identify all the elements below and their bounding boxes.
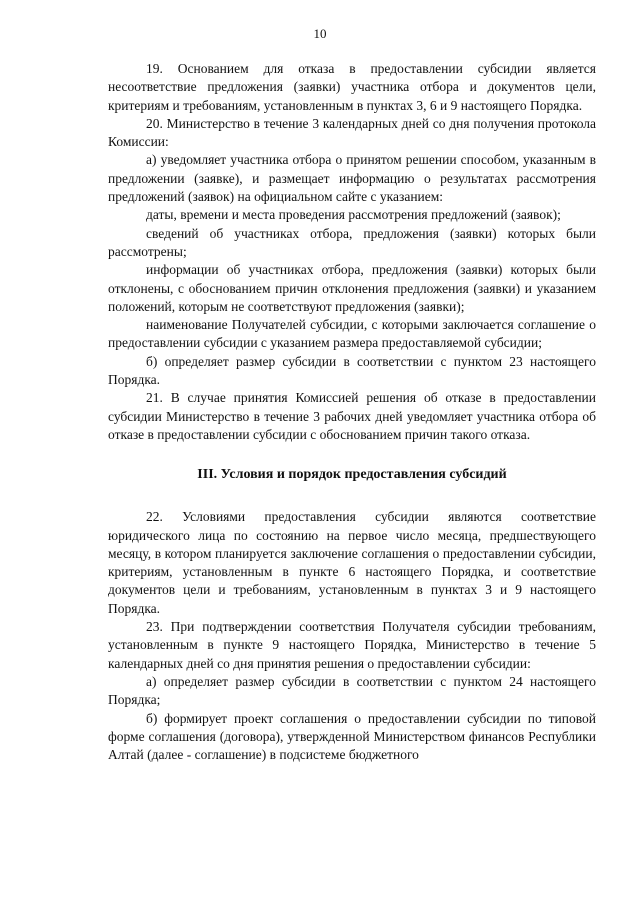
section-heading: III. Условия и порядок предоставления субсидий bbox=[197, 467, 507, 483]
document-body bbox=[108, 60, 596, 764]
paragraph-21: 21. В случае принятия Комиссией решения об отказе в предоставлении субсидии Министерство в течение 3 рабочих дней уведомляет участника отбора об отказе в предоставлении субсидии с обоснованием причин такого отказа. bbox=[108, 390, 596, 442]
paragraph-23: 23. При подтверждении соответствия Получателя субсидии требованиям, установленным в пункте 9 настоящего Порядка, Министерство в течение 5 календарных дней со дня принятия решения о предоставлении субсидии: bbox=[108, 619, 596, 671]
paragraph-19: 19. Основанием для отказа в предоставлении субсидии является несоответствие предложения (заявки) участника отбора и документов цели, критериям и требованиям, установленным в пунктах 3, 6 и 9 настоящего Порядка. bbox=[108, 61, 596, 113]
paragraph-20-a-recipients: наименование Получателей субсидии, с которыми заключается соглашение о предоставлении субсидии с указанием размера предоставляемой субсидии; bbox=[108, 317, 596, 351]
paragraph-20-a-considered: сведений об участниках отбора, предложения (заявки) которых были рассмотрены; bbox=[108, 225, 596, 259]
paragraph-20-a: а) уведомляет участника отбора о принятом решении способом, указанным в предложении (заявке), и размещает информацию о результатах рассмотрения предложений (заявок) на официальном сайте с указанием: bbox=[108, 152, 596, 205]
paragraph-23-a: а) определяет размер субсидии в соответствии с пунктом 24 настоящего Порядка; bbox=[108, 673, 596, 708]
paragraph-20: 20. Министерство в течение 3 календарных дней со дня получения протокола Комиссии: bbox=[108, 115, 596, 150]
paragraph-23-b: б) формирует проект соглашения о предоставлении субсидии по типовой форме соглашения (договора), утвержденной Министерством финансов Республики Алтай (далее - соглашение) в подсистеме бюджетного bbox=[108, 710, 596, 763]
paragraph-20-a-rejected: информации об участниках отбора, предложения (заявки) которых были отклонены, с обоснованием причин отклонения предложения (заявки) и указанием положений, которым не соответствуют предложения (заявки); bbox=[108, 262, 596, 314]
paragraph-20-a-dates: даты, времени и места проведения рассмотрения предложений (заявок); bbox=[146, 207, 561, 223]
page-number: 10 bbox=[313, 26, 327, 41]
paragraph-22: 22. Условиями предоставления субсидии являются соответствие юридического лица по состоянию на первое число месяца, предшествующего месяцу, в котором планируется заключение соглашения о предоставлении субсидии, критериям, установленным в пункте 6 настоящего Порядка, и соответствие документов цели и требованиям, установленным в пунктах 3 и 9 настоящего Порядка. bbox=[108, 509, 596, 616]
paragraph-20-b: б) определяет размер субсидии в соответствии с пунктом 23 настоящего Порядка. bbox=[108, 353, 596, 388]
